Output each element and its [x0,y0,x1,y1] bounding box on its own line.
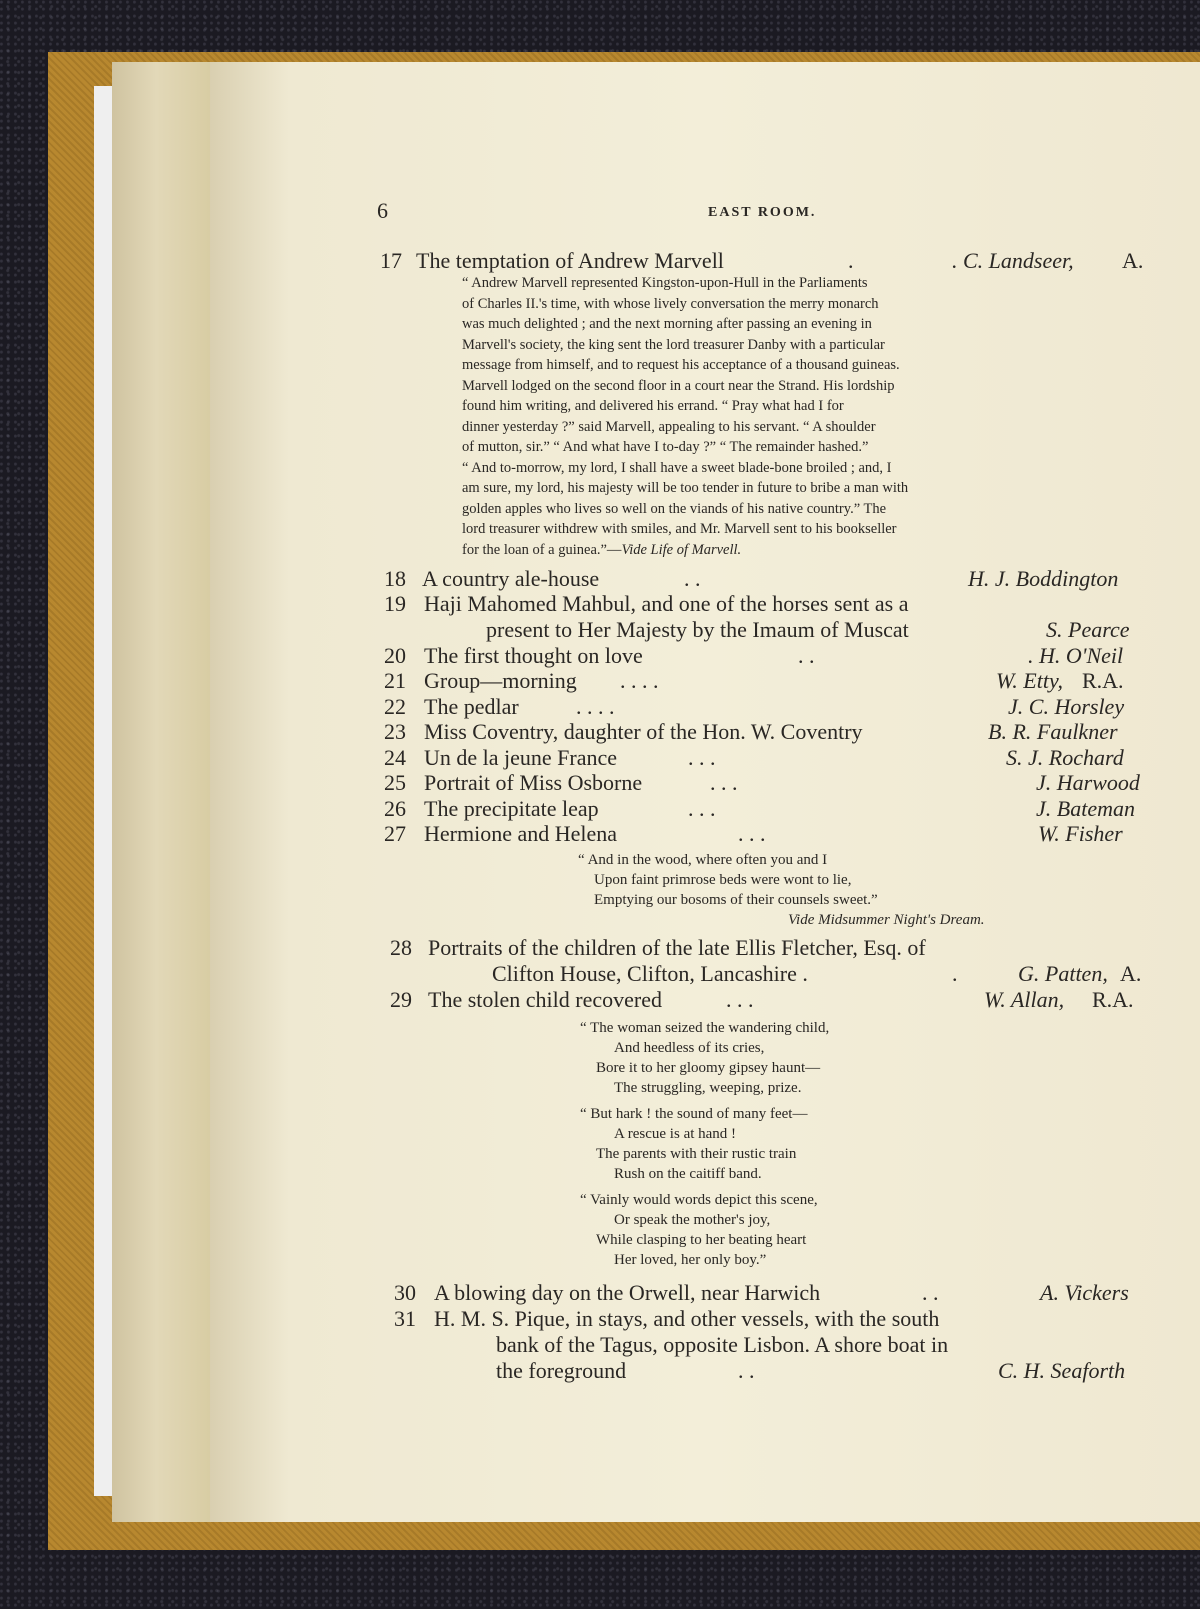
entry-quote: “ And in the wood, where often you and I Upon faint primrose beds were wont to lie, Emptying our bosoms of their counsels sweet.” Vide Midsummer Night's Dream. [578,852,985,928]
page-number: 6 [377,198,388,223]
running-head: EAST ROOM. [708,205,817,220]
entry-poem: “ The woman seized the wandering child, And heedless of its cries, Bore it to her gloomy gipsey haunt— The struggling, weeping, prize. “ But hark ! the sound of many feet— A rescue is at hand ! The parents with their rustic train Rush on the caitiff band. “ Vainly would words depict this scene, Or speak the mother's joy, While clasping to her beating heart Her loved, her only boy.” [580,1020,830,1268]
page-edges [112,62,222,1522]
catalogue-entry: 28 Portraits of the children of the late Ellis Fletcher, Esq. of Clifton House, Clifton, Lancashire . . G. Patten, A. [390,935,1142,986]
catalogue-entry: 31 H. M. S. Pique, in stays, and other vessels, with the south bank of the Tagus, opposite Lisbon. A shore boat in the foreground . . C. H. Seaforth [394,1306,1126,1383]
catalogue-entry: 19 Haji Mahomed Mahbul, and one of the horses sent as a present to Her Majesty by the Imaum of Muscat S. Pearce [384,591,1130,642]
entry-note: “ Andrew Marvell represented Kingston-upon-Hull in the Parliaments of Charles II.'s time, with whose lively conversation the merry monarch was much delighted ; and the next morning after passing an evening in Marvell's society, the king sent the lord treasurer Danby with a particular message from himself, and to request his acceptance of a thousand guineas. Marvell lodged on the second floor in a court near the Strand. His lordship found him writing, and delivered his errand. “ Pray what had I for dinner yesterday ?” said Marvell, appealing to his servant. “ A shoulder of mutton, sir.” “ And what have I to-day ?” “ The remainder hashed.” “ And to-morrow, my lord, I shall have a sweet blade-bone broiled ; and, I am sure, my lord, his majesty will be too tender in future to bribe a man with golden apples who lives so well on the viands of his native country.” The lord treasurer withdrew with smiles, and Mr. Marvell sent to his bookseller for the loan of a guinea.”—Vide Life of Marvell. [462,275,909,558]
